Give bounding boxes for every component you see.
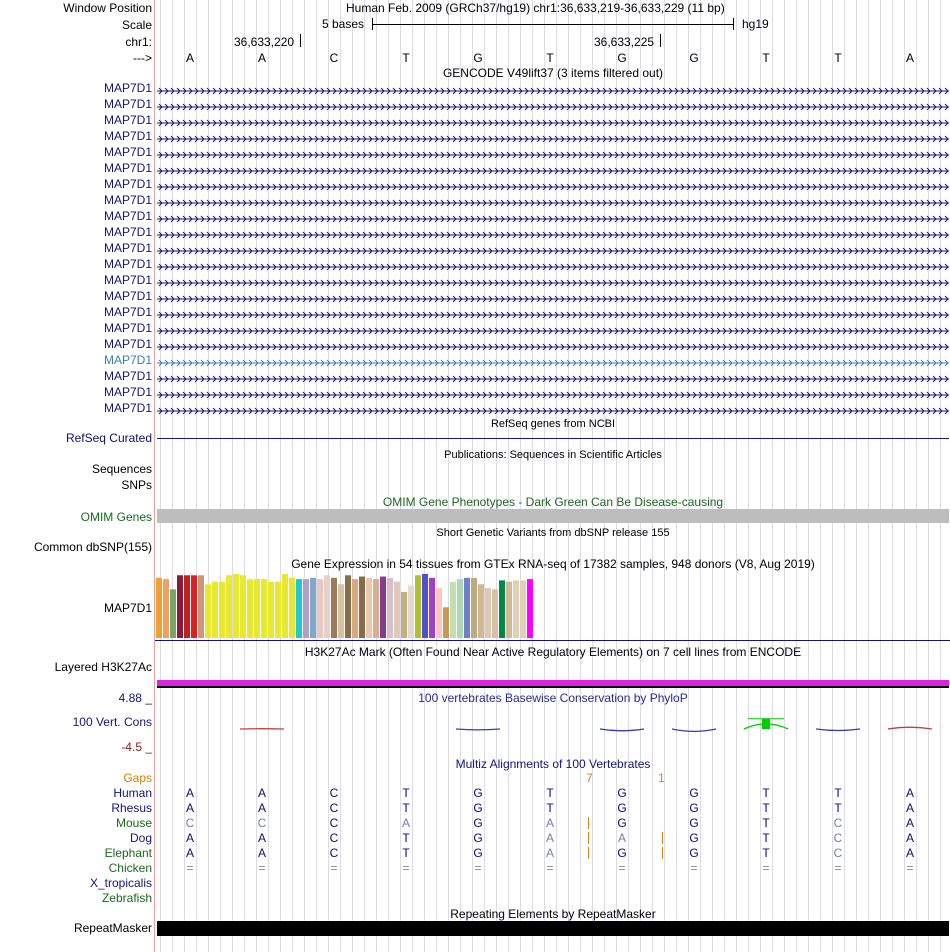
omim-label[interactable]: OMIM Genes — [80, 510, 152, 524]
gene-arrow-track[interactable] — [157, 164, 949, 172]
aligned-base: T — [762, 831, 770, 845]
gap-count: 7 — [586, 771, 593, 785]
aligned-base: C — [329, 846, 339, 860]
gene-label[interactable]: MAP7D1 — [103, 193, 152, 207]
species-label[interactable]: Zebrafish — [101, 891, 152, 905]
gtex-tissue-bar — [191, 575, 197, 638]
gtex-tissue-bar — [198, 575, 204, 638]
gtex-tissue-bar — [415, 575, 421, 638]
base-letter: C — [329, 51, 339, 65]
aligned-base: A — [185, 786, 194, 800]
aligned-base: A — [185, 846, 194, 860]
gtex-tissue-bar — [471, 578, 477, 638]
insertion-tick — [662, 832, 663, 844]
base-letter: G — [473, 51, 483, 65]
gtex-bar-chart[interactable] — [155, 570, 950, 642]
base-letter: T — [546, 51, 554, 65]
species-label[interactable]: Dog — [129, 831, 152, 845]
gtex-tissue-bar — [499, 580, 505, 638]
gene-arrow-track[interactable] — [157, 324, 949, 332]
chrom-label: chr1: — [125, 35, 152, 49]
base-letter: A — [257, 51, 266, 65]
base-letter: A — [905, 51, 914, 65]
gtex-tissue-bar — [226, 575, 232, 638]
aligned-base: G — [689, 846, 699, 860]
aligned-base: G — [617, 786, 627, 800]
scale-bar — [372, 18, 734, 30]
gtex-tissue-bar — [331, 578, 337, 638]
phylop-score-bar — [762, 719, 770, 729]
species-label[interactable]: Mouse — [115, 816, 152, 830]
gene-label[interactable]: MAP7D1 — [103, 97, 152, 111]
gene-label[interactable]: MAP7D1 — [103, 321, 152, 335]
aligned-base: C — [833, 831, 843, 845]
gtex-tissue-bar — [310, 578, 316, 638]
aligned-base: T — [834, 786, 842, 800]
gtex-tissue-bar — [352, 579, 358, 638]
aligned-base: = — [546, 861, 554, 875]
omim-title: OMIM Gene Phenotypes - Dark Green Can Be Disease-causing — [382, 495, 724, 509]
aligned-base: T — [402, 801, 410, 815]
base-letter: T — [402, 51, 410, 65]
phylop-label[interactable]: 100 Vert. Cons — [72, 715, 152, 729]
aligned-base: T — [762, 846, 770, 860]
aligned-base: G — [689, 831, 699, 845]
aligned-base: C — [329, 786, 339, 800]
gene-arrow-track[interactable] — [157, 244, 949, 252]
refseq-title: RefSeq genes from NCBI — [490, 418, 616, 430]
gtex-tissue-bar — [450, 582, 456, 638]
aligned-base: A — [905, 831, 914, 845]
gene-arrow-track[interactable] — [157, 356, 949, 364]
gtex-tissue-bar — [380, 577, 386, 638]
gtex-tissue-bar — [247, 579, 253, 638]
gtex-tissue-bar — [485, 588, 491, 638]
insertion-tick — [588, 832, 589, 844]
gene-arrow-track[interactable] — [157, 100, 949, 108]
gene-arrow-track[interactable] — [157, 404, 949, 412]
gene-arrow-track[interactable] — [157, 148, 949, 156]
gene-label[interactable]: MAP7D1 — [103, 241, 152, 255]
species-label[interactable]: Chicken — [108, 861, 152, 875]
gene-label[interactable]: MAP7D1 — [103, 353, 152, 367]
species-label[interactable]: Human — [113, 786, 152, 800]
gtex-tissue-bar — [464, 578, 470, 638]
aligned-base: C — [329, 831, 339, 845]
base-letter: A — [185, 51, 194, 65]
gtex-tissue-bar — [387, 578, 393, 638]
aligned-base: = — [474, 861, 482, 875]
aligned-base: T — [402, 786, 410, 800]
phylop-score-mark — [816, 729, 860, 731]
gene-label[interactable]: MAP7D1 — [103, 209, 152, 223]
gtex-tissue-bar — [478, 584, 484, 638]
gtex-tissue-bar — [275, 582, 281, 638]
aligned-base: G — [689, 816, 699, 830]
aligned-base: A — [905, 786, 914, 800]
gene-label[interactable]: MAP7D1 — [103, 81, 152, 95]
omim-bar[interactable] — [157, 509, 949, 523]
aligned-base: A — [905, 816, 914, 830]
phylop-score-mark — [456, 729, 500, 730]
gtex-label[interactable]: MAP7D1 — [103, 601, 152, 615]
publications-label[interactable]: Sequences — [91, 462, 152, 476]
aligned-base: = — [618, 861, 626, 875]
gtex-tissue-bar — [366, 578, 372, 638]
refseq-label[interactable]: RefSeq Curated — [65, 431, 152, 445]
gene-arrow-track[interactable] — [157, 340, 949, 348]
gtex-tissue-bar — [401, 592, 407, 638]
aligned-base: A — [185, 801, 194, 815]
gene-arrow-track[interactable] — [157, 212, 949, 220]
aligned-base: T — [762, 786, 770, 800]
gene-label[interactable]: MAP7D1 — [103, 145, 152, 159]
gene-label[interactable]: MAP7D1 — [103, 337, 152, 351]
gene-arrow-track[interactable] — [157, 228, 949, 236]
gtex-tissue-bar — [254, 579, 260, 638]
aligned-base: = — [402, 861, 410, 875]
gene-arrow-track[interactable] — [157, 308, 949, 316]
gencode-title: GENCODE V49lift37 (3 items filtered out) — [442, 66, 664, 80]
gtex-tissue-bar — [408, 586, 414, 638]
scale-assembly: hg19 — [742, 17, 769, 31]
gene-arrow-track[interactable] — [157, 260, 949, 268]
coord-label-1: 36,633,220 — [234, 35, 295, 49]
aligned-base: G — [617, 816, 627, 830]
aligned-base: A — [545, 846, 554, 860]
aligned-base: A — [545, 816, 554, 830]
gtex-tissue-bar — [492, 589, 498, 638]
aligned-base: A — [545, 831, 554, 845]
gene-label[interactable]: MAP7D1 — [103, 273, 152, 287]
gap-count: 1 — [658, 771, 665, 785]
aligned-base: A — [257, 831, 266, 845]
phylop-max-label: 4.88 _ — [118, 691, 152, 705]
aligned-base: G — [617, 846, 627, 860]
snps-label[interactable]: SNPs — [121, 478, 152, 492]
gtex-tissue-bar — [359, 577, 365, 638]
species-label[interactable]: Elephant — [104, 846, 152, 860]
gtex-tissue-bar — [345, 575, 351, 638]
gtex-tissue-bar — [233, 574, 239, 638]
aligned-base: G — [689, 801, 699, 815]
aligned-base: C — [185, 816, 195, 830]
aligned-base: C — [257, 816, 267, 830]
gene-label[interactable]: MAP7D1 — [103, 161, 152, 175]
aligned-base: T — [762, 801, 770, 815]
aligned-base: A — [257, 846, 266, 860]
gtex-tissue-bar — [177, 575, 183, 638]
base-letter: T — [834, 51, 842, 65]
scale-label: Scale — [121, 18, 152, 32]
aligned-base: C — [833, 816, 843, 830]
gtex-tissue-bar — [240, 575, 246, 638]
aligned-base: T — [546, 786, 554, 800]
aligned-base: C — [833, 846, 843, 860]
species-label[interactable]: Rhesus — [111, 801, 152, 815]
gtex-tissue-bar — [429, 578, 435, 638]
gtex-tissue-bar — [436, 588, 442, 638]
aligned-base: C — [329, 801, 339, 815]
gtex-tissue-bar — [163, 579, 169, 638]
gene-arrow-track[interactable] — [157, 292, 949, 300]
gtex-tissue-bar — [212, 582, 218, 638]
base-letter: T — [762, 51, 770, 65]
gene-arrow-track[interactable] — [157, 196, 949, 204]
track-label-divider — [154, 0, 155, 952]
coord-tick-2 — [660, 34, 661, 47]
gtex-tissue-bar — [422, 574, 428, 638]
refseq-line[interactable] — [157, 438, 949, 439]
gtex-tissue-bar — [282, 574, 288, 638]
gene-arrow-track[interactable] — [157, 132, 949, 140]
gene-label[interactable]: MAP7D1 — [103, 305, 152, 319]
aligned-base: = — [690, 861, 698, 875]
repeatmasker-title: Repeating Elements by RepeatMasker — [450, 907, 656, 921]
aligned-base: G — [473, 786, 483, 800]
gene-arrow-track[interactable] — [157, 84, 949, 92]
aligned-base: = — [186, 861, 194, 875]
gtex-tissue-bar — [170, 589, 176, 638]
aligned-base: T — [546, 801, 554, 815]
base-letter: G — [617, 51, 627, 65]
gtex-tissue-bar — [219, 582, 225, 638]
phylop-score-mark — [600, 729, 644, 731]
base-letter: G — [689, 51, 699, 65]
gene-label[interactable]: MAP7D1 — [103, 257, 152, 271]
gtex-tissue-bar — [520, 580, 526, 638]
gtex-tissue-bar — [373, 579, 379, 638]
aligned-base: A — [257, 786, 266, 800]
gtex-tissue-bar — [184, 575, 190, 638]
gene-arrow-track[interactable] — [157, 372, 949, 380]
gtex-tissue-bar — [513, 580, 519, 638]
gene-arrow-track[interactable] — [157, 116, 949, 124]
gene-label[interactable]: MAP7D1 — [103, 113, 152, 127]
gene-arrow-track[interactable] — [157, 276, 949, 284]
multiz-title: Multiz Alignments of 100 Vertebrates — [455, 757, 651, 771]
aligned-base: = — [906, 861, 914, 875]
aligned-base: A — [185, 831, 194, 845]
gtex-tissue-bar — [527, 579, 533, 638]
gtex-tissue-bar — [296, 579, 302, 638]
gaps-label: Gaps — [123, 771, 152, 785]
publications-title: Publications: Sequences in Scientific Articles — [444, 449, 662, 461]
coord-tick-1 — [300, 34, 301, 47]
aligned-base: = — [330, 861, 338, 875]
species-label[interactable]: X_tropicalis — [89, 876, 152, 890]
phylop-title: 100 vertebrates Basewise Conservation by PhyloP — [418, 691, 688, 705]
gtex-tissue-bar — [303, 579, 309, 638]
scale-value: 5 bases — [322, 17, 365, 31]
aligned-base: = — [834, 861, 842, 875]
gtex-tissue-bar — [289, 578, 295, 638]
insertion-tick — [588, 817, 589, 829]
gtex-tissue-bar — [506, 582, 512, 638]
h3k27ac-baseline — [157, 686, 949, 688]
aligned-base: = — [762, 861, 770, 875]
phylop-chart[interactable] — [155, 700, 950, 750]
aligned-base: A — [905, 801, 914, 815]
aligned-base: A — [257, 801, 266, 815]
h3k27ac-title: H3K27Ac Mark (Often Found Near Active Regulatory Elements) on 7 cell lines from ENCODE — [304, 645, 802, 659]
insertion-tick — [588, 847, 589, 859]
aligned-base: G — [473, 846, 483, 860]
gene-label[interactable]: MAP7D1 — [103, 129, 152, 143]
aligned-base: = — [258, 861, 266, 875]
gtex-tissue-bar — [205, 584, 211, 638]
window-position-label: Window Position — [63, 1, 152, 15]
aligned-base: A — [401, 816, 410, 830]
h3k27ac-label[interactable]: Layered H3K27Ac — [54, 660, 152, 674]
aligned-base: C — [329, 816, 339, 830]
phylop-score-mark — [672, 729, 716, 731]
aligned-base: G — [689, 786, 699, 800]
gtex-tissue-bar — [338, 584, 344, 638]
gene-label[interactable]: MAP7D1 — [103, 401, 152, 415]
coord-label-2: 36,633,225 — [594, 35, 655, 49]
gene-label[interactable]: MAP7D1 — [103, 177, 152, 191]
gtex-tissue-bar — [317, 579, 323, 638]
gene-label[interactable]: MAP7D1 — [103, 369, 152, 383]
gtex-tissue-bar — [394, 582, 400, 638]
insertion-tick — [662, 847, 663, 859]
dbsnp-label[interactable]: Common dbSNP(155) — [33, 540, 152, 554]
aligned-base: T — [402, 831, 410, 845]
gene-label[interactable]: MAP7D1 — [103, 289, 152, 303]
gene-label[interactable]: MAP7D1 — [103, 225, 152, 239]
gtex-tissue-bar — [324, 575, 330, 638]
gene-arrow-track[interactable] — [157, 180, 949, 188]
aligned-base: T — [762, 816, 770, 830]
aligned-base: G — [473, 831, 483, 845]
gtex-tissue-bar — [268, 582, 274, 638]
gene-arrow-track[interactable] — [157, 388, 949, 396]
aligned-base: G — [473, 816, 483, 830]
aligned-base: A — [617, 831, 626, 845]
gtex-title: Gene Expression in 54 tissues from GTEx RNA-seq of 17382 samples, 948 donors (V8, Aug 2019) — [291, 557, 815, 571]
gtex-tissue-bar — [457, 579, 463, 638]
aligned-base: G — [473, 801, 483, 815]
aligned-base: T — [834, 801, 842, 815]
phylop-min-label: -4.5 _ — [121, 740, 152, 754]
strand-label: ---> — [133, 51, 152, 65]
gtex-tissue-bar — [443, 607, 449, 638]
gtex-tissue-bar — [156, 578, 162, 638]
aligned-base: A — [905, 846, 914, 860]
repeatmasker-bar[interactable] — [157, 921, 949, 936]
repeatmasker-label[interactable]: RepeatMasker — [73, 921, 152, 935]
aligned-base: G — [617, 801, 627, 815]
dbsnp-title: Short Genetic Variants from dbSNP release 155 — [436, 527, 670, 539]
phylop-score-mark — [888, 727, 932, 729]
gtex-tissue-bar — [261, 579, 267, 638]
aligned-base: T — [402, 846, 410, 860]
window-position-value: Human Feb. 2009 (GRCh37/hg19) chr1:36,633,219-36,633,229 (11 bp) — [346, 1, 725, 15]
gene-label[interactable]: MAP7D1 — [103, 385, 152, 399]
